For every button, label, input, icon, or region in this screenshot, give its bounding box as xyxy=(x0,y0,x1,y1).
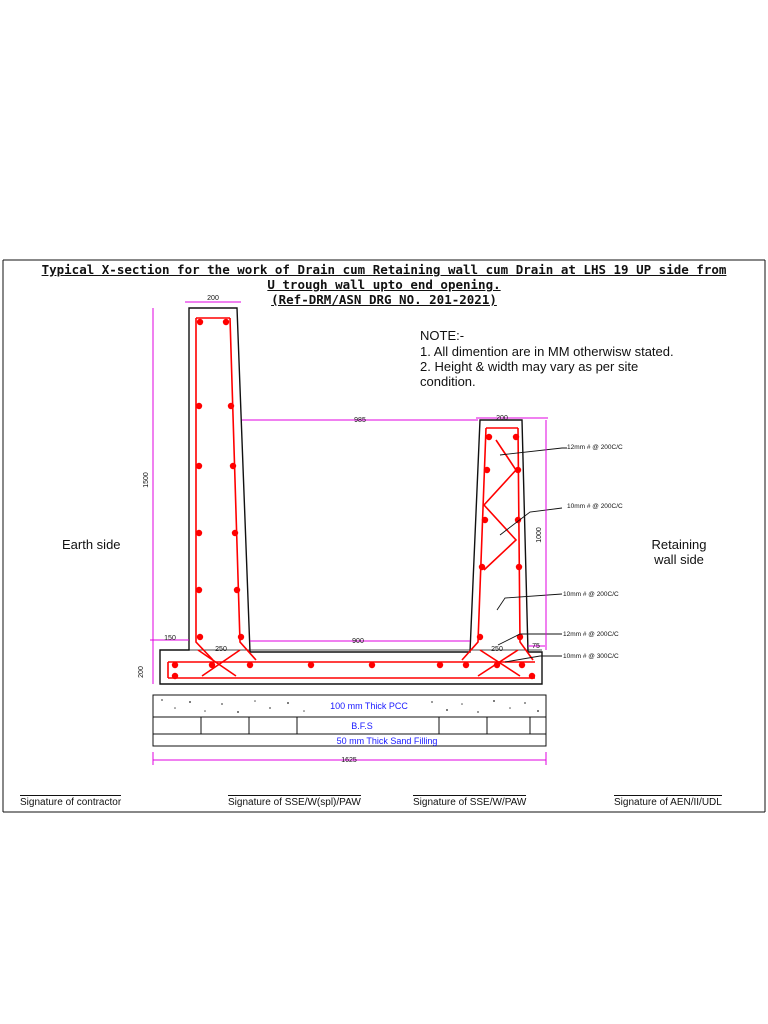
dim-right-fillet: 250 xyxy=(491,646,503,653)
rebar-callout-2: 10mm # @ 200C/C xyxy=(567,503,623,510)
dim-inner-base: 900 xyxy=(352,638,364,645)
dim-left-offset: 150 xyxy=(164,635,176,642)
sand-label: 50 mm Thick Sand Filling xyxy=(336,736,438,746)
bfs-label: B.F.S xyxy=(351,721,373,731)
rebar-callout-5: 10mm # @ 300C/C xyxy=(563,653,619,660)
note-item-2a: 2. Height & width may vary as per site xyxy=(420,359,639,374)
concrete-outline xyxy=(160,308,542,684)
dim-right-wall-top: 200 xyxy=(496,415,508,422)
retaining-side-label-1: Retaining xyxy=(651,537,707,552)
title-line-1: Typical X-section for the work of Drain cum Retaining wall cum Drain at LHS 19 UP side from xyxy=(41,262,727,277)
dim-base-thickness: 200 xyxy=(138,666,145,678)
note-heading: NOTE:- xyxy=(420,328,465,343)
rebar-lines xyxy=(168,318,535,678)
note-item-2b: condition. xyxy=(420,374,476,389)
dim-left-height: 1500 xyxy=(143,472,150,488)
pcc-label: 100 mm Thick PCC xyxy=(330,701,408,711)
rebar-callout-1: 12mm # @ 200C/C xyxy=(567,444,623,451)
dim-left-fillet: 250 xyxy=(215,646,227,653)
note-item-1: 1. All dimention are in MM otherwisw stated. xyxy=(420,344,674,359)
signature-sse: Signature of SSE/W/PAW xyxy=(413,797,527,808)
signature-sse-spl: Signature of SSE/W(spl)/PAW xyxy=(228,797,361,808)
rebar-callout-4: 12mm # @ 200C/C xyxy=(563,631,619,638)
retaining-side-label-2: wall side xyxy=(654,552,704,567)
rebar-callout-3: 10mm # @ 200C/C xyxy=(563,591,619,598)
signature-contractor: Signature of contractor xyxy=(20,797,122,808)
signature-aen: Signature of AEN/II/UDL xyxy=(614,797,722,808)
title-line-3: (Ref-DRM/ASN DRG NO. 201-2021) xyxy=(271,292,497,307)
title-line-2: U trough wall upto end opening. xyxy=(267,277,501,292)
dim-left-wall-top: 200 xyxy=(207,295,219,302)
dim-right-height: 1000 xyxy=(536,527,543,543)
rebar-dots xyxy=(172,319,535,679)
earth-side-label: Earth side xyxy=(62,537,121,552)
dim-overall-width: 1625 xyxy=(341,757,357,764)
dim-right-offset: 75 xyxy=(532,643,540,650)
dim-clear-span: 985 xyxy=(354,417,366,424)
